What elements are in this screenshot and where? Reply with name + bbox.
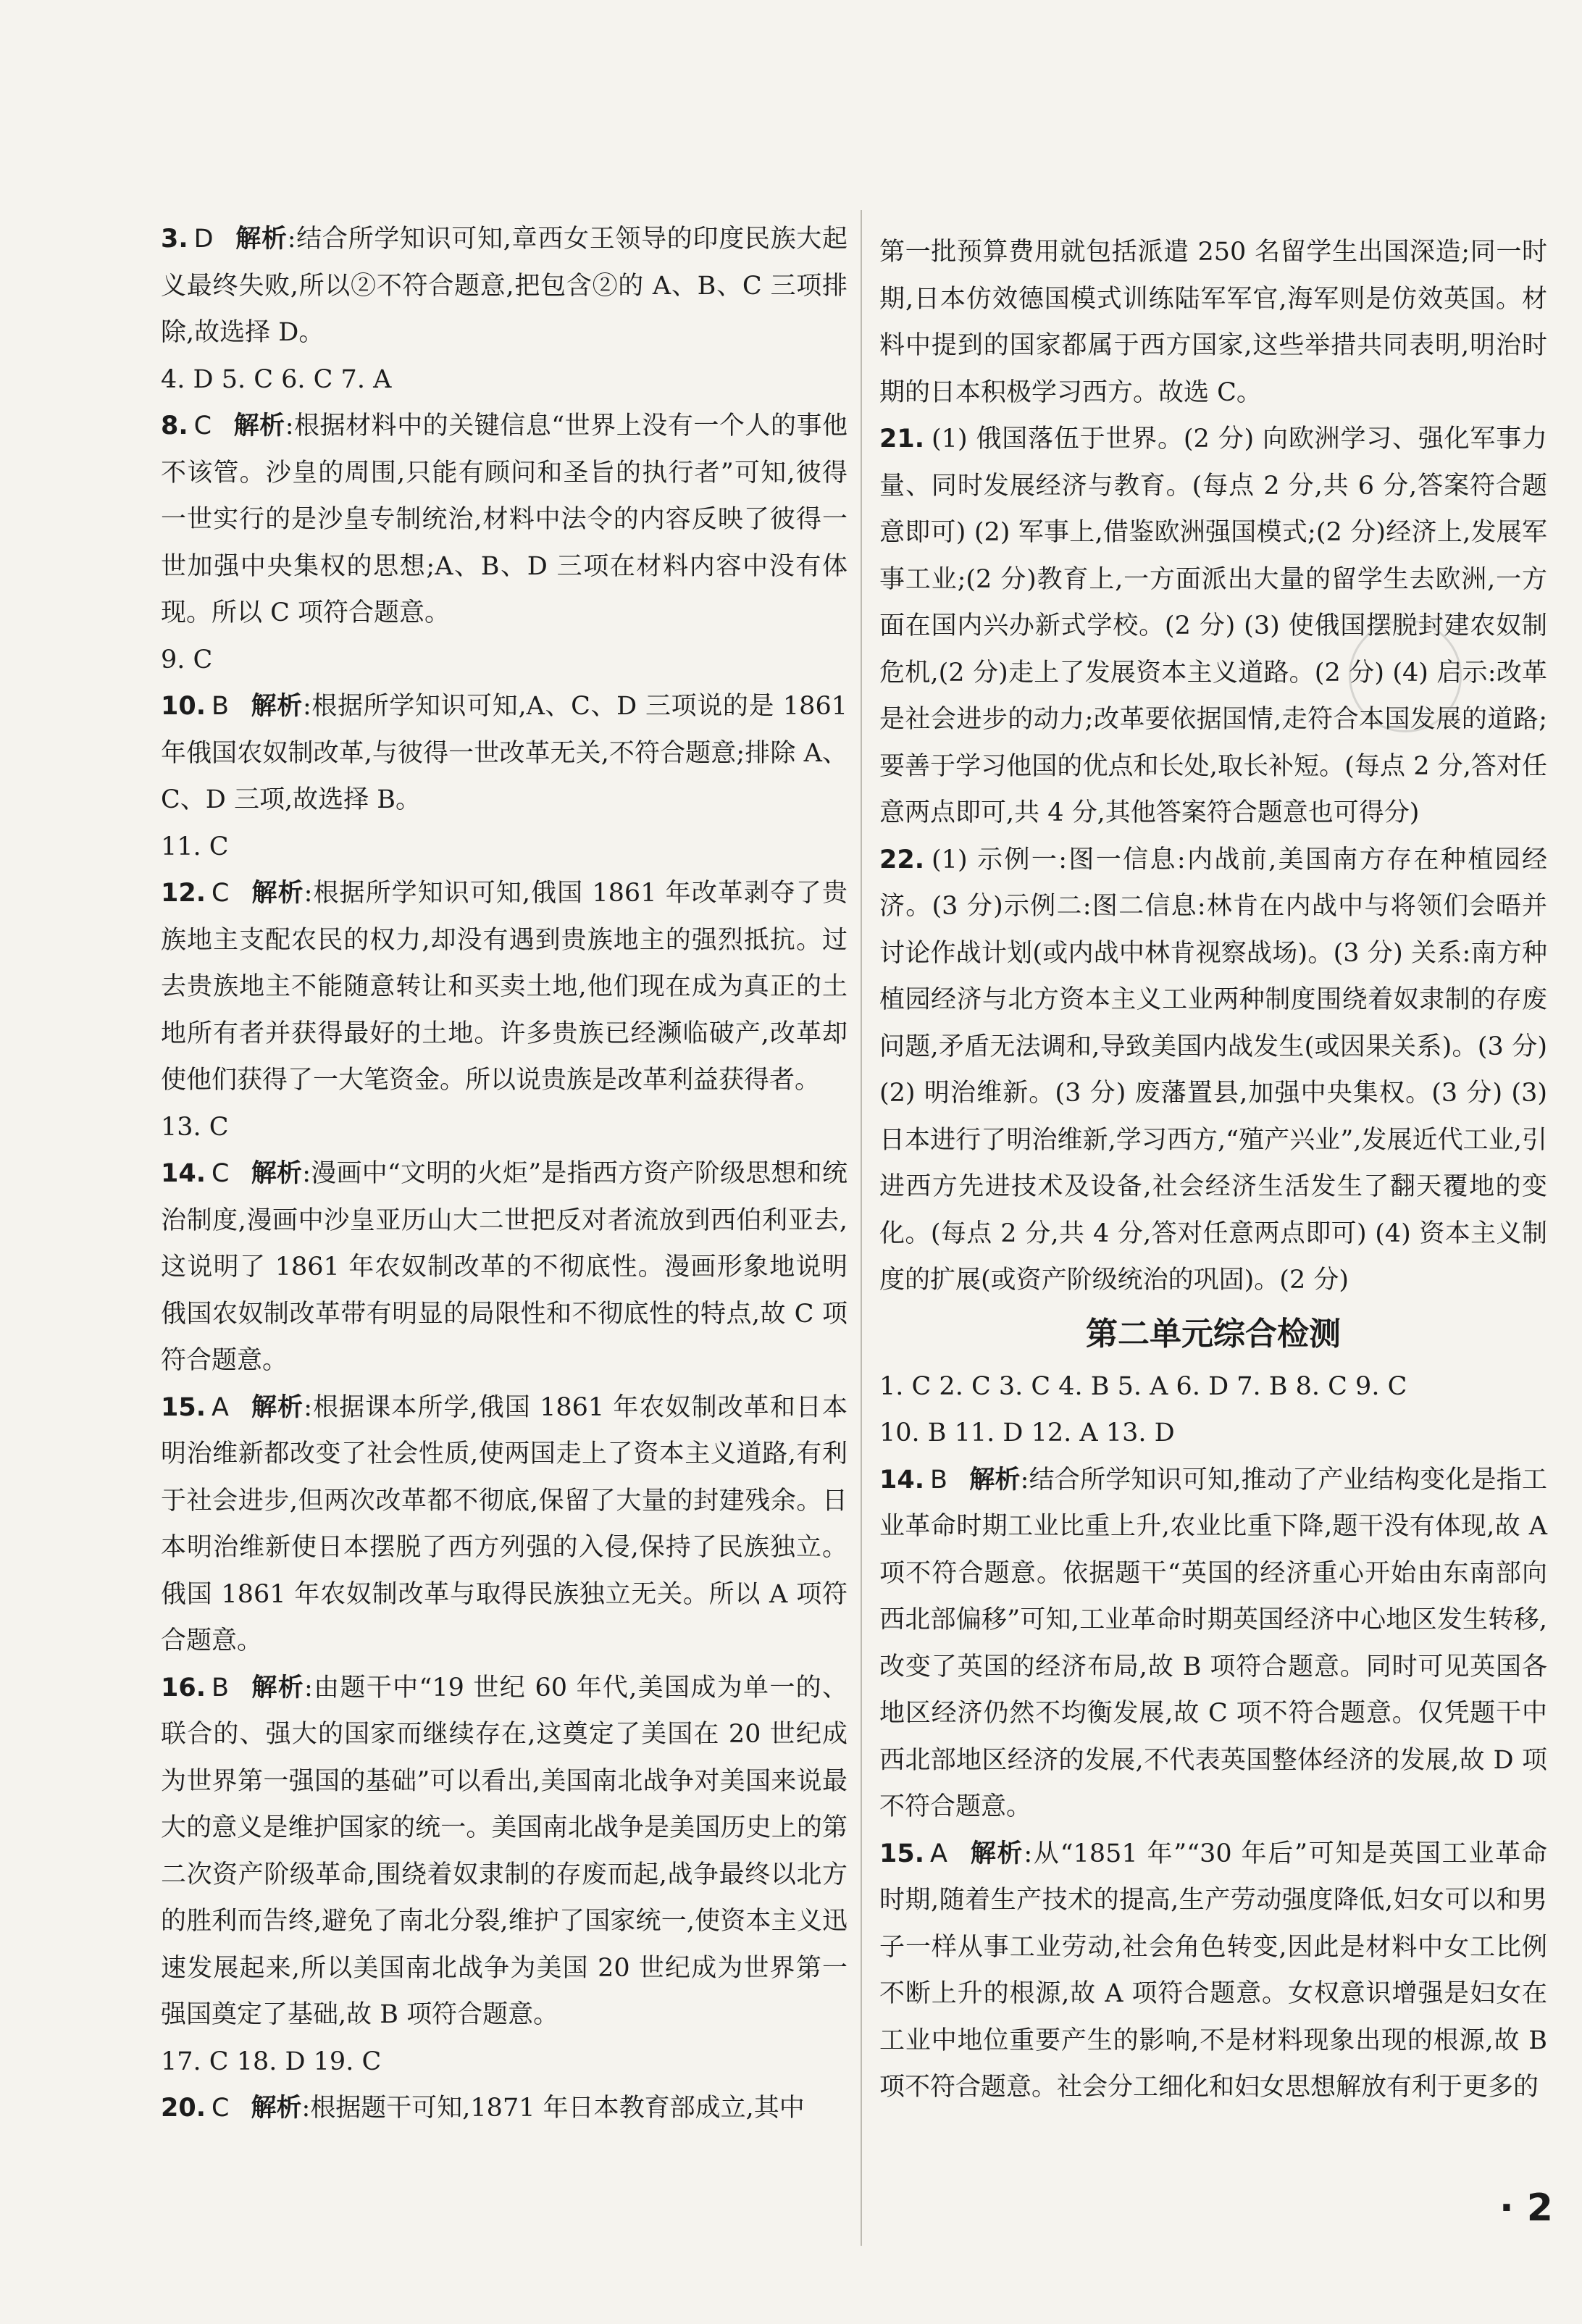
- answer-entry: [161, 824, 848, 871]
- answer-entry: [161, 1104, 848, 1151]
- unit-test-answers: [879, 1363, 1547, 2111]
- analysis-label: 解析: [969, 1465, 1021, 1495]
- answer-text: :漫画中“文明的火炬”是指西方资产阶级思想和统治制度,漫画中沙皇亚历山大二世把反对者流放到西伯利亚去,这说明了 1861 年农奴制改革的不彻底性。漫画形象地说明俄国农奴制改革带有明显的局限性和不彻底性的特点,故 C 项符合题意。: [161, 1159, 848, 1375]
- question-number: 15.: [161, 1392, 206, 1422]
- answer-entry: [161, 1665, 848, 2039]
- question-number: 16.: [161, 1673, 206, 1702]
- answer-entry: [161, 1150, 848, 1384]
- answer-letter: A: [212, 1392, 229, 1422]
- question-number: 21.: [879, 425, 925, 453]
- answer-text: 1. C 2. C 3. C 4. B 5. A 6. D 7. B 8. C 9. C: [879, 1371, 1407, 1401]
- section-title: 第二单元综合检测: [1086, 1315, 1341, 1353]
- analysis-label: 解析: [251, 879, 304, 908]
- answer-text: 17. C 18. D 19. C: [161, 2047, 382, 2076]
- question-number: 12.: [161, 879, 206, 908]
- answer-letter: C: [212, 1159, 230, 1188]
- answer-entry: [879, 416, 1547, 837]
- answer-entry: [161, 2085, 848, 2132]
- answer-text: 10. B 11. D 12. A 13. D: [879, 1418, 1175, 1447]
- answer-text: :根据材料中的关键信息“世界上没有一个人的事他不该管。沙皇的周围,只能有顾问和圣旨的执行者”可知,彼得一世实行的是沙皇专制统治,材料中法令的内容反映了彼得一世加强中央集权的思想;A、B、D 三项在材料内容中没有体现。所以 C 项符合题意。: [161, 411, 848, 627]
- answer-entry: [879, 1363, 1547, 1410]
- left-column: [161, 216, 848, 2132]
- answer-letter: C: [193, 411, 212, 440]
- answer-letter: A: [930, 1839, 947, 1868]
- answer-entry: [161, 2039, 848, 2086]
- column-divider: [861, 210, 862, 2246]
- answer-text: 11. C: [161, 832, 229, 861]
- answer-entry: [161, 1384, 848, 1665]
- answer-letter: D: [193, 225, 214, 254]
- answer-text: :结合所学知识可知,推动了产业结构变化是指工业革命时期工业比重上升,农业比重下降,题干没有体现,故 A 项不符合题意。依据题干“英国的经济重心开始由东南部向西北部偏移”可知,工业革命时期英国经济中心地区发生转移,改变了英国的经济布局,故 B 项符合题意。同时可见英国各地区经济仍然不均衡发展,故 C 项不符合题意。仅凭题干中西北部地区经济的发展,不代表英国整体经济的发展,故 D 项不符合题意。: [879, 1465, 1547, 1821]
- answer-entry: [161, 637, 848, 684]
- analysis-label: 解析: [235, 225, 288, 254]
- page-number: · 2: [1499, 2186, 1553, 2230]
- answer-text: :根据题干可知,1871 年日本教育部成立,其中: [301, 2094, 805, 2123]
- answer-letter: B: [212, 692, 230, 721]
- answer-letter: B: [930, 1465, 948, 1495]
- analysis-label: 解析: [251, 692, 303, 721]
- answer-text: :根据所学知识可知,A、C、D 三项说的是 1861 年俄国农奴制改革,与彼得一世改革无关,不符合题意;排除 A、C、D 三项,故选择 B。: [161, 692, 848, 814]
- answer-letter: B: [212, 1673, 230, 1702]
- answer-entry: [161, 216, 848, 356]
- answer-text: :根据课本所学,俄国 1861 年农奴制改革和日本明治维新都改变了社会性质,使两国走上了资本主义道路,有利于社会进步,但两次改革都不彻底,保留了大量的封建残余。日本明治维新使日本摆脱了西方列强的入侵,保持了民族独立。俄国 1861 年农奴制改革与取得民族独立无关。所以 A 项符合题意。: [161, 1392, 848, 1655]
- answer-entry: [879, 229, 1547, 416]
- answer-entry: [161, 870, 848, 1104]
- answer-text: (1) 俄国落伍于世界。(2 分) 向欧洲学习、强化军事力量、同时发展经济与教育。(每点 2 分,共 6 分,答案符合题意即可) (2) 军事上,借鉴欧洲强国模式;(2 分)经济上,发展军事工业;(2 分)教育上,一方面派出大量的留学生去欧洲,一方面在国内兴办新式学校。(2 分) (3) 使俄国摆脱封建农奴制危机,(2 分)走上了发展资本主义道路。(2 分) (4) 启示:改革是社会进步的动力;改革要依据国情,走符合本国发展的道路;要善于学习他国的优点和长处,取长补短。(每点 2 分,答对任意两点即可,共 4 分,其他答案符合题意也可得分): [879, 425, 1547, 827]
- answer-text: 13. C: [161, 1112, 229, 1142]
- answer-text: (1) 示例一:图一信息:内战前,美国南方存在种植园经济。(3 分)示例二:图二信息:林肯在内战中与将领们会晤并讨论作战计划(或内战中林肯视察战场)。(3 分) 关系:南方种植园经济与北方资本主义工业两种制度围绕着奴隶制的存废问题,矛盾无法调和,导致美国内战发生(或因果关系)。(3 分) (2) 明治维新。(3 分) 废藩置县,加强中央集权。(3 分) (3) 日本进行了明治维新,学习西方,“殖产兴业”,发展近代工业,引进西方先进技术及设备,社会经济生活发生了翻天覆地的变化。(每点 2 分,共 4 分,答对任意两点即可) (4) 资本主义制度的扩展(或资产阶级统治的巩固)。(2 分): [879, 845, 1547, 1295]
- question-number: 22.: [879, 845, 925, 874]
- question-number: 10.: [161, 692, 206, 721]
- analysis-label: 解析: [233, 411, 285, 440]
- answer-text: :由题干中“19 世纪 60 年代,美国成为单一的、联合的、强大的国家而继续存在,这奠定了美国在 20 世纪成为世界第一强国的基础”可以看出,美国南北战争对美国来说最大的意义是维护国家的统一。美国南北战争是美国历史上的第二次资产阶级革命,围绕着奴隶制的存废而起,战争最终以北方的胜利而告终,避免了南北分裂,维护了国家统一,使资本主义迅速发展起来,所以美国南北战争为美国 20 世纪成为世界第一强国奠定了基础,故 B 项符合题意。: [161, 1673, 848, 2029]
- answer-text: 4. D 5. C 6. C 7. A: [161, 364, 392, 394]
- analysis-label: 解析: [250, 1392, 304, 1422]
- answer-entry: [879, 1457, 1547, 1831]
- stamp-mark: [1349, 619, 1462, 732]
- right-column-answers: [879, 229, 1547, 1304]
- answer-letter: C: [212, 879, 230, 908]
- analysis-label: 解析: [251, 1159, 303, 1188]
- answer-text: :结合所学知识可知,章西女王领导的印度民族大起义最终失败,所以②不符合题意,把包含②的 A、B、C 三项排除,故选择 D。: [161, 225, 848, 347]
- answer-entry: [879, 837, 1547, 1304]
- question-number: 14.: [879, 1465, 925, 1495]
- answer-entry: [161, 356, 848, 404]
- question-number: 15.: [879, 1839, 925, 1868]
- question-number: 14.: [161, 1159, 206, 1188]
- answer-entry: [161, 403, 848, 637]
- answer-text: :根据所学知识可知,俄国 1861 年改革剥夺了贵族地主支配农民的权力,却没有遇到贵族地主的强烈抵抗。过去贵族地主不能随意转让和买卖土地,他们现在成为真正的土地所有者并获得最好的土地。许多贵族已经濒临破产,改革却使他们获得了一大笔资金。所以说贵族是改革利益获得者。: [161, 879, 848, 1095]
- answer-text: 第一批预算费用就包括派遣 250 名留学生出国深造;同一时期,日本仿效德国模式训练陆军军官,海军则是仿效英国。材料中提到的国家都属于西方国家,这些举措共同表明,明治时期的日本积极学习西方。故选 C。: [879, 238, 1547, 407]
- answer-letter: C: [212, 2094, 230, 2123]
- right-column: [879, 229, 1547, 2111]
- answer-text: :从“1851 年”“30 年后”可知是英国工业革命时期,随着生产技术的提高,生产劳动强度降低,妇女可以和男子一样从事工业劳动,社会角色转变,因此是材料中女工比例不断上升的根源,故 A 项符合题意。女权意识增强是妇女在工业中地位重要产生的影响,不是材料现象出现的根源,故 B 项不符合题意。社会分工细化和妇女思想解放有利于更多的: [879, 1839, 1547, 2102]
- answer-entry: [879, 1410, 1547, 1457]
- answer-entry: [161, 683, 848, 824]
- question-number: 3.: [161, 225, 188, 254]
- question-number: 20.: [161, 2094, 206, 2123]
- answer-entry: [879, 1831, 1547, 2111]
- answer-text: 9. C: [161, 645, 213, 674]
- question-number: 8.: [161, 411, 188, 440]
- analysis-label: 解析: [251, 1673, 305, 1702]
- analysis-label: 解析: [968, 1839, 1024, 1868]
- analysis-label: 解析: [251, 2094, 302, 2123]
